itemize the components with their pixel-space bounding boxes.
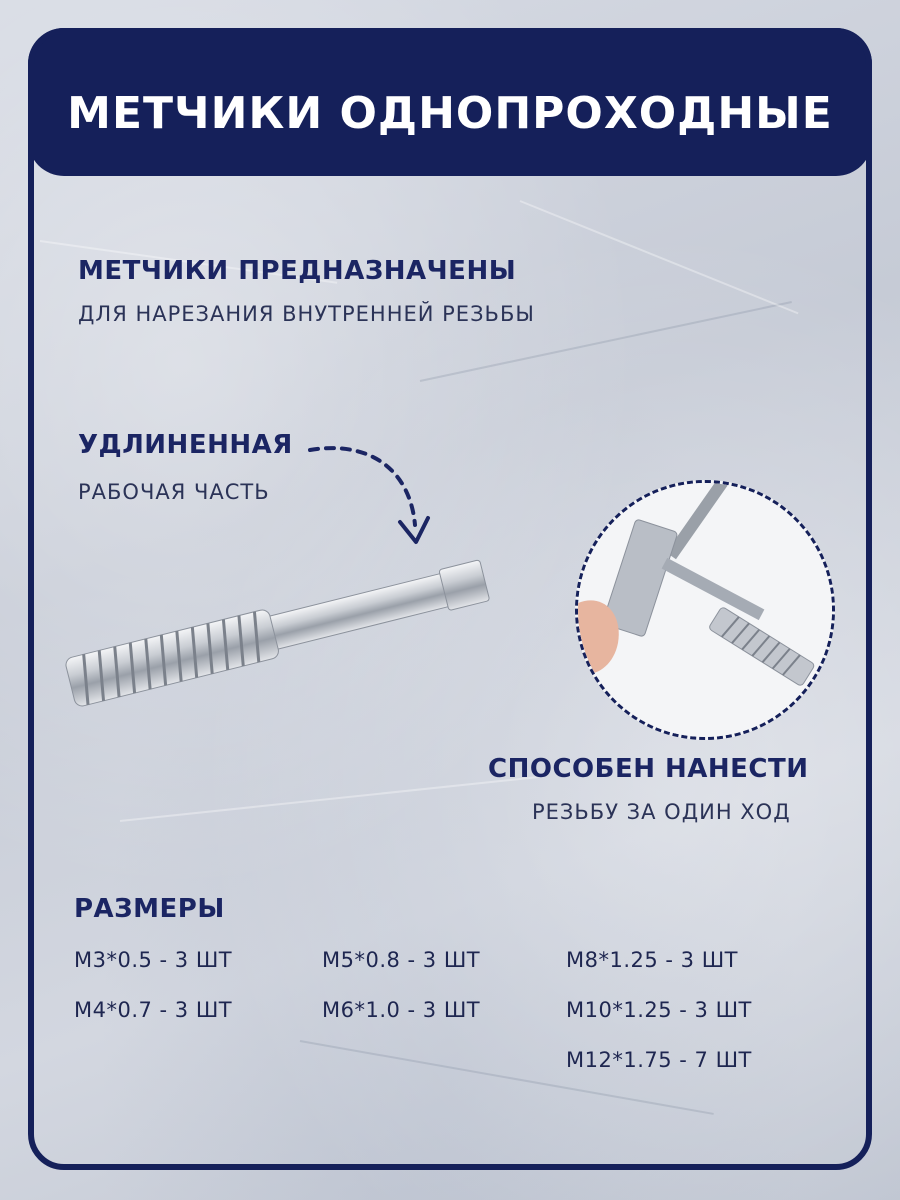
size-item: М12*1.75 - 7 ШТ (566, 1048, 752, 1072)
size-item: М10*1.25 - 3 ШТ (566, 998, 752, 1022)
sizes-column-3 (566, 944, 752, 1094)
size-item: М3*0.5 - 3 ШТ (74, 948, 233, 972)
tap-tool-image (55, 525, 515, 745)
length-text: РАБОЧАЯ ЧАСТЬ (78, 480, 270, 504)
page-title: МЕТЧИКИ ОДНОПРОХОДНЫЕ (67, 88, 833, 139)
sizes-column-2 (322, 944, 480, 1044)
size-item: М6*1.0 - 3 ШТ (322, 998, 481, 1022)
single-pass-heading: СПОСОБЕН НАНЕСТИ (488, 754, 809, 784)
size-item: М4*0.7 - 3 ШТ (74, 998, 233, 1022)
size-item: М5*0.8 - 3 ШТ (322, 948, 481, 972)
purpose-text: ДЛЯ НАРЕЗАНИЯ ВНУТРЕННЕЙ РЕЗЬБЫ (78, 302, 535, 326)
size-item: М8*1.25 - 3 ШТ (566, 948, 738, 972)
tap-wrench-image (575, 480, 835, 740)
length-heading: УДЛИНЕННАЯ (78, 430, 293, 460)
sizes-heading: РАЗМЕРЫ (74, 894, 225, 924)
purpose-heading: МЕТЧИКИ ПРЕДНАЗНАЧЕНЫ (78, 256, 517, 286)
single-pass-text: РЕЗЬБУ ЗА ОДИН ХОД (532, 800, 791, 824)
sizes-column-1 (74, 944, 232, 1044)
